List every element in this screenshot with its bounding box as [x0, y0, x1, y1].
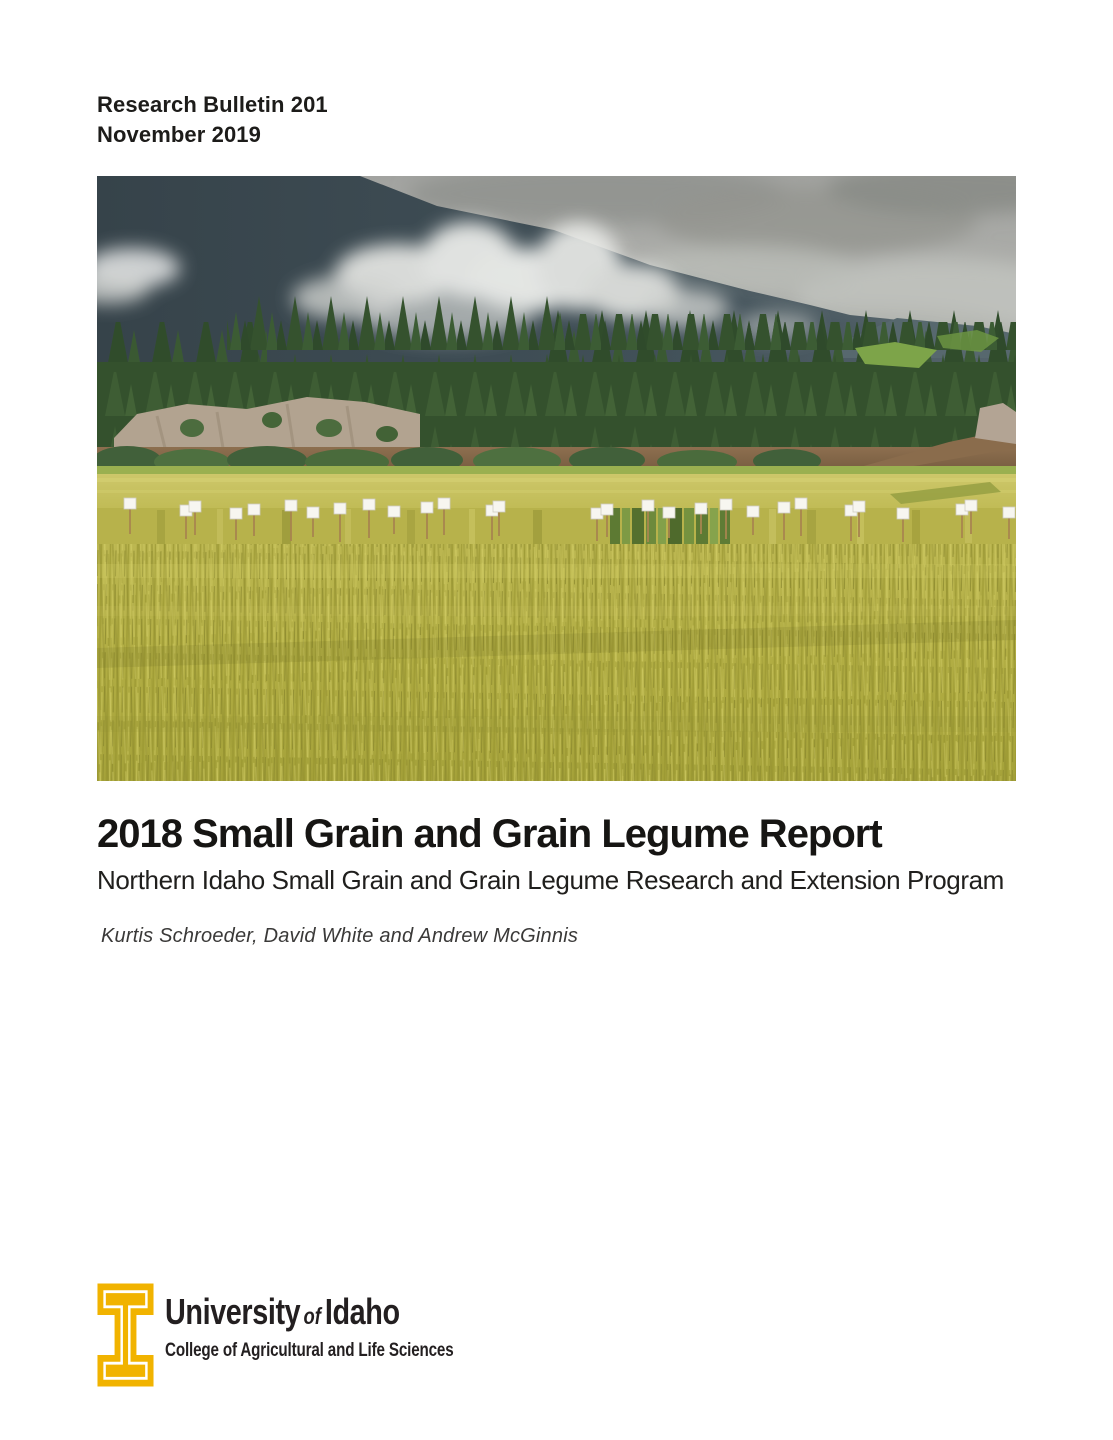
cover-photo [97, 176, 1016, 781]
block-i-icon [97, 1283, 154, 1387]
report-subtitle: Northern Idaho Small Grain and Grain Legume Research and Extension Program [97, 865, 1004, 895]
bulletin-date: November 2019 [97, 122, 261, 147]
logo-college-line: College of Agricultural and Life Sciences [165, 1340, 454, 1361]
logo-word-university: University [165, 1291, 301, 1332]
wheat-foreground [97, 544, 1016, 781]
cover-photo-scene [97, 176, 1016, 781]
logo-word-of: of [303, 1303, 321, 1329]
logo-text [165, 1283, 526, 1362]
university-logo [97, 1283, 526, 1387]
logo-word-idaho: Idaho [324, 1291, 400, 1332]
report-title: 2018 Small Grain and Grain Legume Report [97, 812, 882, 856]
bulletin-number: Research Bulletin 201 [97, 92, 328, 117]
masthead [97, 90, 328, 150]
rock-outcrop [975, 403, 1016, 444]
logo-wordmark [165, 1293, 454, 1335]
report-authors: Kurtis Schroeder, David White and Andrew McGinnis [101, 925, 579, 947]
